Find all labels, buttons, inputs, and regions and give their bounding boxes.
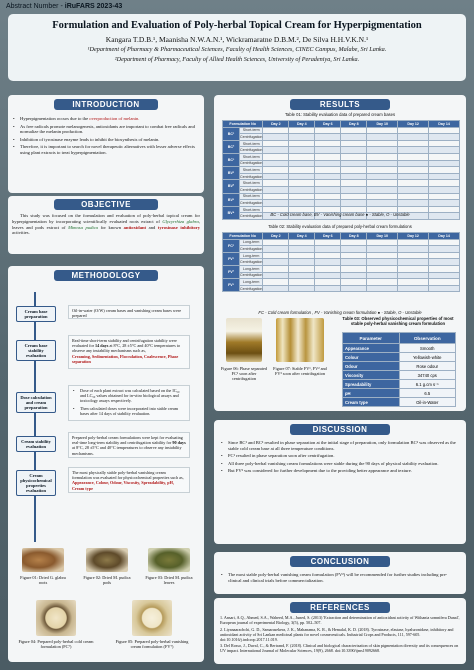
- base-stability-condition: Centrifugation: [240, 148, 263, 153]
- discussion-bullet-3: • All three poly-herbal vanishing cream formulations were stable during the 90 days of physical stability evaluation.: [220, 461, 460, 467]
- conclusion-body: [220, 572, 460, 585]
- methodology-heading: METHODOLOGY: [54, 270, 158, 281]
- base-stability-cell: [315, 167, 341, 174]
- base-stability-cell: [367, 134, 398, 141]
- base-stability-cell: [429, 127, 460, 134]
- base-stability-condition: Short-term: [240, 167, 263, 174]
- base-stability-cell: [289, 134, 315, 141]
- formulation-stability-row: [223, 246, 460, 253]
- formulation-stability-cell: [398, 252, 429, 259]
- formulation-stability-cell: [263, 246, 289, 253]
- intro-bullet-2: • As free radicals promote melanogenesis, antioxidants are important to combat free radicals and normalize the melanin production.: [12, 124, 200, 135]
- base-stability-condition: Centrifugation: [240, 187, 263, 192]
- base-stability-cell: [289, 127, 315, 134]
- base-stability-cell: [263, 180, 289, 187]
- figure-05-caption: Figure 05: Prepared poly-herbal vanishing cream formulation (FV⁷): [115, 639, 189, 649]
- base-stability-col-header: Day 6: [315, 121, 341, 128]
- base-stability-cell: [341, 186, 367, 193]
- base-stability-condition: Short-term: [240, 180, 263, 187]
- base-stability-cell: [341, 167, 367, 174]
- base-stability-cell: [341, 180, 367, 187]
- base-stability-cell: [315, 140, 341, 147]
- step-base-stability: Cream base stability evaluation: [16, 340, 56, 361]
- base-stability-cell: [398, 180, 429, 187]
- base-stability-cell: [341, 127, 367, 134]
- formulation-stability-formulation-code: FV¹: [223, 252, 240, 265]
- formulation-stability-col-header: Day 6: [315, 233, 341, 240]
- base-stability-cell: [429, 140, 460, 147]
- base-stability-cell: [341, 147, 367, 154]
- base-stability-cell: [315, 160, 341, 167]
- base-stability-cell: [398, 147, 429, 154]
- formulation-stability-cell: [341, 259, 367, 266]
- base-stability-cell: [315, 200, 341, 207]
- figure-03-caption: Figure 03: Dried M. pudica leaves: [145, 575, 193, 585]
- base-stability-cell: [263, 193, 289, 200]
- formulation-stability-cell: [429, 239, 460, 246]
- formulation-stability-cell: [429, 272, 460, 279]
- affiliation-1: ¹Department of Pharmacy & Pharmaceutical Sciences, Faculty of Health Sciences, CINEC Campus, Malabe, Sri Lanka.: [87, 46, 387, 53]
- formulation-stability-condition: Centrifugation: [240, 246, 263, 251]
- discussion-bullet-4: • But FV³ was considered for further development due to the providing better appearance and texture.: [220, 468, 460, 474]
- base-stability-cell: [289, 160, 315, 167]
- figure-01-caption: Figure 01: Dried G. glabra roots: [20, 575, 66, 585]
- base-stability-row: [223, 160, 460, 167]
- base-stability-cell: [398, 127, 429, 134]
- base-stability-cell: [367, 200, 398, 207]
- formulation-stability-condition: Centrifugation: [240, 260, 263, 265]
- figure-07-caption: Figure 07: Stable FV¹, FV² and FV³ soon after centrifugation: [273, 366, 327, 376]
- base-stability-formulation-code: BV¹: [223, 167, 240, 180]
- base-stability-cell: [429, 147, 460, 154]
- method-arrow: [34, 292, 36, 542]
- base-stability-col-header: Day 10: [367, 121, 398, 128]
- base-stability-cell: [341, 193, 367, 200]
- properties-row: pH 6.5: [343, 389, 456, 398]
- base-stability-cell: [398, 153, 429, 160]
- formulation-stability-cell: [367, 285, 398, 292]
- intro-bullet-1: • Hyperpigmentation occurs due to the overproduction of melanin.: [12, 116, 200, 122]
- base-stability-cell: [398, 160, 429, 167]
- base-stability-cell: [289, 186, 315, 193]
- base-stability-cell: [367, 180, 398, 187]
- formulation-stability-cell: [315, 246, 341, 253]
- base-stability-condition: Centrifugation: [240, 174, 263, 179]
- formulation-stability-cell: [341, 239, 367, 246]
- figure-glabra-roots-image: [22, 548, 64, 572]
- base-stability-formulation-code: BC²: [223, 140, 240, 153]
- properties-head-parameter: Parameter: [343, 333, 400, 344]
- base-stability-condition: Short-term: [240, 140, 263, 147]
- poster-title: Formulation and Evaluation of Poly-herbal Topical Cream for Hyperpigmentation: [52, 20, 422, 31]
- formulation-stability-condition: Long-term: [240, 279, 263, 286]
- formulation-stability-cell: [315, 252, 341, 259]
- formulation-stability-cell: [263, 259, 289, 266]
- formulation-stability-col-header: Day 10: [367, 233, 398, 240]
- step-cream-stability: Cream stability evaluation: [16, 436, 56, 452]
- formulation-stability-cell: [315, 279, 341, 286]
- poster-header: [8, 14, 466, 81]
- formulation-stability-cell: [367, 272, 398, 279]
- formulation-stability-condition: Centrifugation: [240, 273, 263, 278]
- base-stability-col-header: Day 8: [341, 121, 367, 128]
- formulation-stability-cell: [263, 252, 289, 259]
- intro-bullet-3: • Inhibition of tyrosinase enzyme leads to inhibit the biosynthesis of melanin.: [12, 137, 200, 143]
- base-stability-cell: [367, 173, 398, 180]
- base-stability-cell: [429, 193, 460, 200]
- formulation-stability-cell: [315, 259, 341, 266]
- formulation-stability-col-header: Day 4: [289, 233, 315, 240]
- base-stability-col-header: Day 12: [398, 121, 429, 128]
- formulation-stability-cell: [367, 259, 398, 266]
- step-dose-calc-text: • Dose of each plant extract was calculated based on the IC₅₀ and LC₅₀ values obtained for in-vitro biological assays and toxicology assays respectively. • Then calculated doses were incorporated into stable cream bases after 14 days of stability evaluation.: [68, 385, 190, 421]
- formulation-stability-cell: [398, 265, 429, 272]
- figure-stable-tubes-image: [276, 318, 324, 362]
- formulation-stability-row: [223, 259, 460, 266]
- step-base-stability-text: Real-time short-term stability and centrifugation stability were evaluated for 14 days at 8°C, 28 ±5°C and 40°C temperatures to observe any instability mechanisms such as, Creaming, Sedimentation, Flocculation, Coalescence, Phase separation: [68, 335, 190, 369]
- intro-bullet-4: • Therefore, it is important to search for novel therapeutic alternatives with lesser adverse effects using plant extracts to treat hyperpigmentation.: [12, 144, 200, 155]
- base-stability-cell: [429, 180, 460, 187]
- properties-row: Viscosity 34740 cps: [343, 371, 456, 380]
- base-stability-cell: [398, 186, 429, 193]
- base-stability-cell: [398, 193, 429, 200]
- base-stability-cell: [367, 160, 398, 167]
- base-stability-col-header: Day 2: [263, 121, 289, 128]
- base-stability-col-header: Day 4: [289, 121, 315, 128]
- introduction-body: [12, 116, 200, 158]
- base-stability-col-header: Formulation No: [223, 121, 263, 128]
- figure-cold-cream-image: [36, 600, 76, 636]
- base-stability-cell: [429, 134, 460, 141]
- formulation-stability-row: [223, 272, 460, 279]
- formulation-stability-cell: [429, 265, 460, 272]
- step-physicochemical: Cream physicochemical properties evaluation: [16, 470, 56, 496]
- references-body: [220, 615, 460, 655]
- base-stability-cell: [263, 200, 289, 207]
- formulation-stability-cell: [289, 252, 315, 259]
- formulation-stability-cell: [367, 265, 398, 272]
- base-stability-cell: [289, 200, 315, 207]
- properties-row: Colour Yellowish-white: [343, 353, 456, 362]
- formulation-stability-cell: [263, 239, 289, 246]
- discussion-panel: [214, 420, 466, 544]
- base-stability-row: [223, 173, 460, 180]
- base-stability-cell: [341, 134, 367, 141]
- base-stability-cell: [315, 173, 341, 180]
- formulation-stability-cell: [398, 239, 429, 246]
- base-stability-cell: [289, 140, 315, 147]
- discussion-bullet-1: • Since BC¹ and BC³ resulted in phase separation at the initial stage of preparation, only formulation BC² was observed as the stable cold cream base at all three temperature conditions.: [220, 440, 460, 451]
- formulation-stability-cell: [429, 252, 460, 259]
- formulation-stability-cell: [429, 279, 460, 286]
- formulation-stability-cell: [398, 279, 429, 286]
- base-stability-row: [223, 134, 460, 141]
- base-stability-cell: [315, 147, 341, 154]
- figure-pudica-leaves-image: [148, 548, 190, 572]
- base-stability-formulation-code: BV⁴: [223, 206, 240, 219]
- formulation-stability-row: [223, 239, 460, 246]
- formulation-stability-row: [223, 265, 460, 272]
- base-stability-row: [223, 186, 460, 193]
- stability-table-formulations: [222, 232, 460, 292]
- formulation-stability-cell: [341, 265, 367, 272]
- base-stability-cell: [367, 127, 398, 134]
- formulation-stability-cell: [367, 252, 398, 259]
- base-stability-cell: [263, 167, 289, 174]
- formulation-stability-cell: [289, 285, 315, 292]
- formulation-stability-cell: [315, 285, 341, 292]
- table-02-legend: FC - Cold cream formulation , FV - Vanishing cream formulation ● - Stable, O - Unstable: [258, 310, 422, 315]
- base-stability-row: [223, 200, 460, 207]
- formulation-stability-cell: [398, 272, 429, 279]
- discussion-bullet-2: • FC¹ resulted in phase separation soon after centrifugation.: [220, 453, 460, 459]
- base-stability-row: [223, 153, 460, 160]
- formulation-stability-cell: [367, 239, 398, 246]
- base-stability-cell: [429, 167, 460, 174]
- base-stability-cell: [315, 180, 341, 187]
- base-stability-condition: Short-term: [240, 127, 263, 134]
- base-stability-cell: [367, 193, 398, 200]
- formulation-stability-cell: [367, 246, 398, 253]
- formulation-stability-cell: [398, 285, 429, 292]
- step-dose-calc: Dose calculation and cream preparation: [16, 392, 56, 413]
- base-stability-cell: [263, 186, 289, 193]
- step-cream-base-prep-text: Oil-in-water (O/W) cream bases and vanishing cream bases were prepared: [68, 305, 190, 319]
- formulation-stability-cell: [315, 265, 341, 272]
- base-stability-cell: [263, 160, 289, 167]
- formulation-stability-condition: Long-term: [240, 265, 263, 272]
- formulation-stability-cell: [263, 279, 289, 286]
- properties-row: Odour Rose odour: [343, 362, 456, 371]
- table-01-caption: Table 01: Stability evaluation data of prepared cream bases: [284, 112, 396, 117]
- formulation-stability-cell: [429, 285, 460, 292]
- base-stability-cell: [398, 200, 429, 207]
- table-01-legend: BC - Cold cream base, BV - Vanishing cream base ● - Stable, O - Unstable: [270, 212, 410, 217]
- abstract-number: Abstract Number - iRuFARS 2023-43: [6, 3, 123, 10]
- formulation-stability-cell: [341, 246, 367, 253]
- formulation-stability-condition: Centrifugation: [240, 286, 263, 291]
- formulation-stability-condition: Long-term: [240, 239, 263, 246]
- formulation-stability-cell: [341, 279, 367, 286]
- figure-phase-separated-image: [226, 318, 262, 362]
- objective-heading: OBJECTIVE: [54, 199, 158, 210]
- base-stability-cell: [263, 153, 289, 160]
- base-stability-row: [223, 127, 460, 134]
- step-physicochemical-text: The most physically stable poly-herbal vanishing cream formulation was evaluated for physicochemical properties such as, Appearance, Colour, Odour, Viscosity, Spreadability, pH, Cream type: [68, 467, 190, 493]
- base-stability-cell: [429, 160, 460, 167]
- formulation-stability-cell: [341, 272, 367, 279]
- base-stability-formulation-code: BC³: [223, 153, 240, 166]
- properties-head-observation: Observation: [399, 333, 456, 344]
- base-stability-cell: [341, 153, 367, 160]
- base-stability-col-header: Day 14: [429, 121, 460, 128]
- discussion-heading: DISCUSSION: [290, 424, 390, 435]
- base-stability-cell: [429, 186, 460, 193]
- conclusion-bullet-1: • The most stable poly-herbal vanishing cream formulation (FV³) will be recommended for further studies including pre-clinical and clinical trials before commercialization.: [220, 572, 460, 583]
- figure-04-caption: Figure 04: Prepared poly-herbal cold cream formulation (FC⁷): [18, 639, 94, 649]
- base-stability-condition: Centrifugation: [240, 161, 263, 166]
- base-stability-cell: [398, 140, 429, 147]
- references-heading: REFERENCES: [290, 602, 390, 613]
- affiliation-2: ²Department of Pharmacy, Faculty of Allied Health Sciences, University of Peradeniya, Sri Lanka.: [114, 56, 360, 63]
- base-stability-cell: [367, 153, 398, 160]
- formulation-stability-cell: [429, 259, 460, 266]
- base-stability-condition: Short-term: [240, 193, 263, 200]
- base-stability-cell: [367, 186, 398, 193]
- step-cream-base-prep: Cream base preparation: [16, 306, 56, 322]
- formulation-stability-condition: Long-term: [240, 252, 263, 259]
- base-stability-cell: [367, 167, 398, 174]
- formulation-stability-cell: [398, 246, 429, 253]
- base-stability-cell: [315, 153, 341, 160]
- step-cream-stability-text: Prepared poly-herbal cream formulations were kept for evaluating real-time long-term stability and centrifugation stability for 90 days at 8°C, 28 ±5°C and 40°C temperatures to observe any instability mechanisms.: [68, 432, 190, 458]
- base-stability-cell: [263, 140, 289, 147]
- base-stability-formulation-code: BV²: [223, 180, 240, 193]
- base-stability-cell: [341, 140, 367, 147]
- formulation-stability-cell: [289, 265, 315, 272]
- base-stability-row: [223, 167, 460, 174]
- base-stability-cell: [341, 173, 367, 180]
- formulation-stability-cell: [289, 272, 315, 279]
- formulation-stability-cell: [263, 265, 289, 272]
- properties-row: Cream type Oil-in-Water: [343, 398, 456, 407]
- base-stability-row: [223, 193, 460, 200]
- results-heading: RESULTS: [290, 99, 390, 110]
- base-stability-cell: [289, 173, 315, 180]
- formulation-stability-col-header: Day 2: [263, 233, 289, 240]
- formulation-stability-cell: [315, 239, 341, 246]
- base-stability-cell: [263, 134, 289, 141]
- base-stability-cell: [315, 134, 341, 141]
- base-stability-condition: Short-term: [240, 153, 263, 160]
- properties-row: Appearance Smooth: [343, 344, 456, 353]
- base-stability-formulation-code: BV³: [223, 193, 240, 206]
- formulation-stability-cell: [398, 259, 429, 266]
- base-stability-row: [223, 180, 460, 187]
- formulation-stability-col-header: Formulation No: [223, 233, 263, 240]
- base-stability-cell: [429, 173, 460, 180]
- base-stability-cell: [315, 127, 341, 134]
- figure-02-caption: Figure 02: Dried M. pudica pods: [83, 575, 131, 585]
- base-stability-row: [223, 147, 460, 154]
- table-02-caption: Table 02: Stability evaluation data of prepared poly-herbal cream formulations: [268, 224, 412, 229]
- base-stability-row: [223, 140, 460, 147]
- base-stability-condition: Centrifugation: [240, 214, 263, 219]
- base-stability-cell: [429, 153, 460, 160]
- base-stability-cell: [289, 147, 315, 154]
- formulation-stability-col-header: Day 14: [429, 233, 460, 240]
- base-stability-cell: [289, 167, 315, 174]
- formulation-stability-cell: [289, 259, 315, 266]
- formulation-stability-cell: [263, 272, 289, 279]
- base-stability-cell: [398, 134, 429, 141]
- formulation-stability-col-header: Day 8: [341, 233, 367, 240]
- base-stability-cell: [341, 200, 367, 207]
- base-stability-cell: [289, 193, 315, 200]
- objective-text: This study was focused on the formulation and evaluation of poly-herbal topical cream for hyperpigmentation by incorporating scientifically evaluated roots extract of Glycyrrhiza glabra, leaves and pods extract of Mimosa pudica for known antioxidant and tyrosinase inhibitory activities.: [12, 213, 201, 236]
- formulation-stability-cell: [315, 272, 341, 279]
- base-stability-condition: Short-term: [240, 206, 263, 213]
- base-stability-cell: [398, 173, 429, 180]
- reference-1: 1. Ansari, A.Q., Ahmed, S.A., Waheed, M.A., Juned, S. (2013) 'Extraction and determination of antioxidant activity of Withania somnifera Dunal', European journal of experimental Biology, 3(5), pp. 502–507.: [220, 615, 460, 625]
- formulation-stability-formulation-code: FV²: [223, 265, 240, 278]
- properties-row: Spreadability 6.1 g.cm s⁻¹: [343, 380, 456, 389]
- reference-2: 2. Liyanaarachchi, G. D., Samarasekera, J. K., Mahanama, K. R., & Hemalal, K. D. (2018). Tyrosinase, elastase, hyaluronidase, inhibitory and antioxidant activity of Sri Lankan medicinal plants for novel cosmeceuticals. Industrial Crops and Products, 111, 597-605. doi:10.1016/j.indcrop.2017.11.019.: [220, 626, 454, 642]
- discussion-body: [220, 440, 460, 476]
- base-stability-condition: Centrifugation: [240, 134, 263, 139]
- base-stability-cell: [289, 180, 315, 187]
- base-stability-cell: [315, 193, 341, 200]
- reference-3: 3. Del Rosso, J., Duval, C., & Bertrand, F. (2018). Clinical and biological characterization of skin pigmentation diversity and its consequences on UV impact. International Journal of Molecular Sciences, 19(9), 2668. doi:10.3390/ijms19092668.: [220, 643, 459, 653]
- formulation-stability-cell: [289, 246, 315, 253]
- base-stability-cell: [429, 200, 460, 207]
- formulation-stability-formulation-code: FV³: [223, 279, 240, 292]
- introduction-heading: INTRODUCTION: [54, 99, 158, 110]
- formulation-stability-row: [223, 285, 460, 292]
- conclusion-heading: CONCLUSION: [290, 556, 390, 567]
- base-stability-formulation-code: BC¹: [223, 127, 240, 140]
- formulation-stability-col-header: Day 12: [398, 233, 429, 240]
- base-stability-condition: Centrifugation: [240, 200, 263, 205]
- author-list: Kangara T.D.B.¹, Maanisha N.W.A.N.¹, Wickramaratne D.B.M.², De Silva H.H.V.K.N.¹: [105, 35, 369, 44]
- base-stability-cell: [263, 127, 289, 134]
- base-stability-cell: [367, 147, 398, 154]
- base-stability-cell: [367, 140, 398, 147]
- formulation-stability-cell: [367, 279, 398, 286]
- formulation-stability-cell: [341, 252, 367, 259]
- formulation-stability-row: [223, 279, 460, 286]
- formulation-stability-cell: [289, 239, 315, 246]
- base-stability-cell: [341, 160, 367, 167]
- figure-pudica-pods-image: [86, 548, 128, 572]
- base-stability-cell: [263, 147, 289, 154]
- table-03-caption: Table 03: Observed physicochemical properties of most stable poly-herbal vanishing cream formulation: [342, 316, 454, 326]
- base-stability-cell: [398, 167, 429, 174]
- figure-vanishing-cream-image: [132, 600, 172, 636]
- base-stability-cell: [289, 153, 315, 160]
- formulation-stability-formulation-code: FC¹: [223, 239, 240, 252]
- formulation-stability-cell: [429, 246, 460, 253]
- stability-table-bases: [222, 120, 460, 220]
- formulation-stability-cell: [289, 279, 315, 286]
- formulation-stability-row: [223, 252, 460, 259]
- formulation-stability-cell: [263, 285, 289, 292]
- base-stability-cell: [263, 173, 289, 180]
- properties-table: [342, 332, 456, 407]
- base-stability-cell: [315, 186, 341, 193]
- formulation-stability-cell: [341, 285, 367, 292]
- figure-06-caption: Figure 06: Phase separated FC¹ soon after centrifugation: [220, 366, 268, 381]
